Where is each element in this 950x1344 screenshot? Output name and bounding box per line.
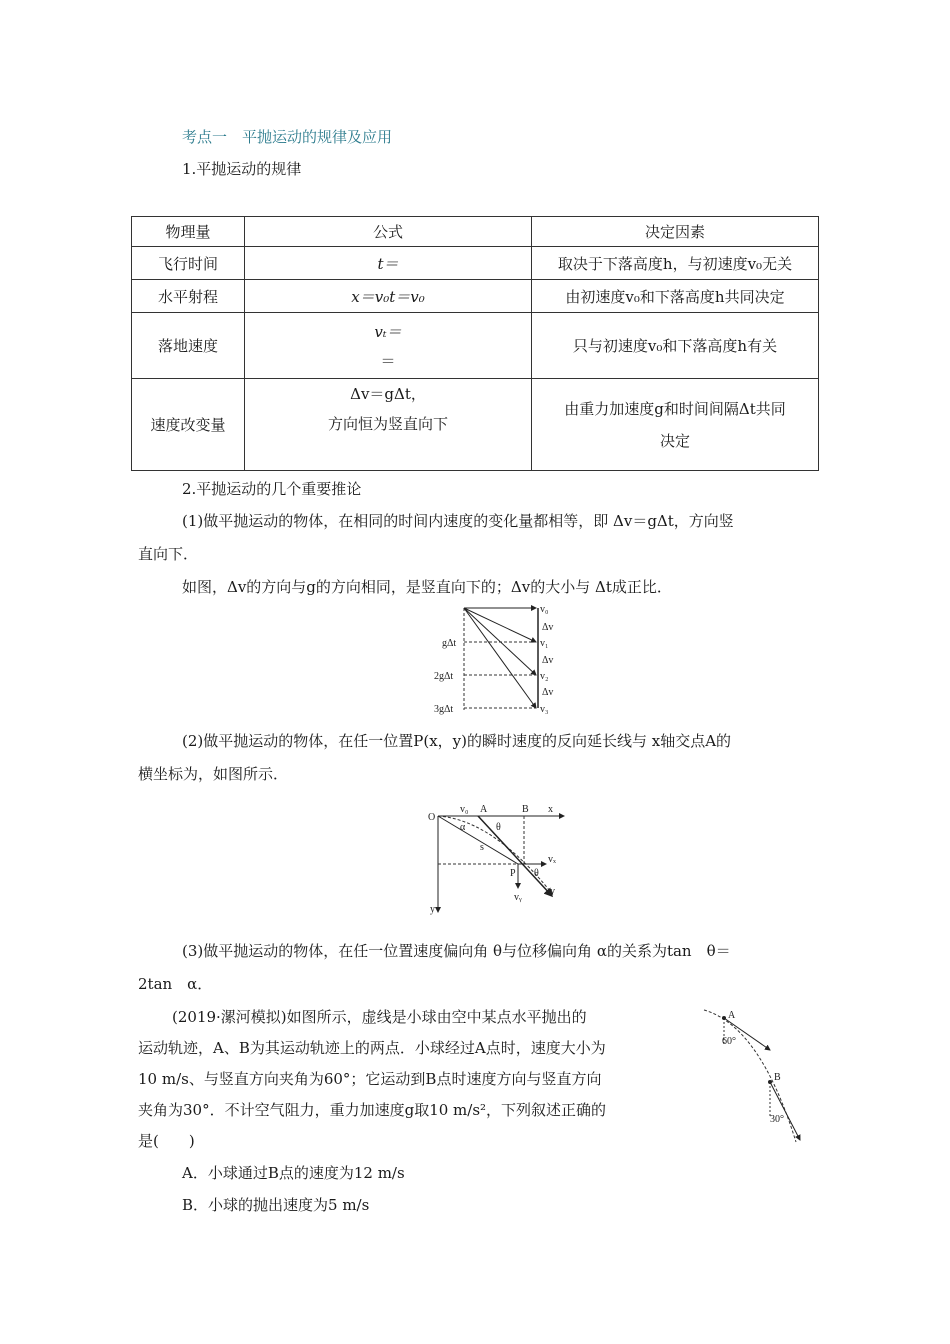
factor-line: 决定 <box>659 431 690 450</box>
table-row <box>132 280 819 313</box>
section-heading: 考点一 平抛运动的规律及应用 <box>182 128 393 146</box>
formula-cell <box>245 313 532 379</box>
para1-line1: (1)做平抛运动的物体，在相同的时间内速度的变化量都相等，即 Δv＝gΔt，方向竖 <box>182 512 734 530</box>
header-cell: 决定因素 <box>532 217 819 247</box>
para1-line3: 如图，Δv的方向与g的方向相同，是竖直向下的；Δv的大小与 Δt成正比． <box>182 578 672 596</box>
problem-line: (2019·漯河模拟)如图所示，虚线是小球由空中某点水平抛出的 <box>172 1008 587 1026</box>
v0-label: v₀ <box>540 604 549 615</box>
y-label: y <box>430 904 435 915</box>
theta-label: θ <box>496 822 501 833</box>
factor-line: 由重力加速度g和时间间隔Δt共同 <box>564 399 786 418</box>
subheading-inferences: 2.平抛运动的几个重要推论 <box>182 480 362 498</box>
point-b-label: B <box>522 804 529 815</box>
extension-figure <box>424 800 574 918</box>
point-a-label: A <box>728 1010 736 1021</box>
theta-label-p: θ <box>534 868 539 879</box>
v0-label: v₀ <box>460 804 469 815</box>
point-b-label: B <box>774 1072 781 1083</box>
header-cell: 公式 <box>245 217 532 247</box>
table-header-row <box>132 217 819 247</box>
factor-cell: 由初速度v₀和下落高度h共同决定 <box>532 280 819 313</box>
option-a: A．小球通过B点的速度为12 m/s <box>182 1164 405 1182</box>
quantity-cell: 落地速度 <box>132 313 245 379</box>
table-row <box>132 247 819 280</box>
v1-arrow <box>464 608 536 642</box>
formula-cell: x＝v₀t＝v₀ <box>245 280 532 313</box>
v3-label: v₃ <box>540 704 549 715</box>
v1-label: v₁ <box>540 638 549 649</box>
displacement-line <box>438 816 518 864</box>
vy-label: vᵧ <box>514 892 522 903</box>
para2-line1: (2)做平抛运动的物体，在任一位置P(x，y)的瞬时速度的反向延长线与 x轴交点A的 <box>182 732 732 750</box>
table-row <box>132 313 819 379</box>
vx-label: vₓ <box>548 854 556 865</box>
header-cell: 物理量 <box>132 217 245 247</box>
2gdt-label: 2gΔt <box>434 671 454 682</box>
x-label: x <box>548 804 553 815</box>
quantity-cell: 速度改变量 <box>132 379 245 471</box>
para3-line2: 2tan α． <box>138 975 213 993</box>
velocity-b-arrow <box>770 1082 800 1140</box>
quantity-cell: 水平射程 <box>132 280 245 313</box>
law-table <box>131 216 819 471</box>
point-p-label: P <box>510 868 516 879</box>
factor-cell: 只与初速度v₀和下落高度h有关 <box>532 313 819 379</box>
para3-line1: (3)做平抛运动的物体，在任一位置速度偏向角 θ与位移偏向角 α的关系为tan θ＝ <box>182 942 731 960</box>
v-label: v <box>550 886 555 897</box>
gdt-label: gΔt <box>442 638 457 649</box>
formula-line: ＝ <box>380 351 396 370</box>
velocity-change-figure <box>430 604 570 716</box>
s-label: s <box>480 842 484 853</box>
angle-30-label: 30° <box>770 1114 784 1125</box>
problem-line: 10 m/s、与竖直方向夹角为60°；它运动到B点时速度方向与竖直方向 <box>138 1070 602 1088</box>
velocity-line <box>478 816 552 896</box>
subheading-laws: 1.平抛运动的规律 <box>182 160 302 178</box>
v2-label: v₂ <box>540 671 549 682</box>
formula-line: Δv＝gΔt， <box>350 385 426 403</box>
dv-label: Δv <box>542 622 554 633</box>
dv-label: Δv <box>542 655 554 666</box>
factor-cell <box>532 379 819 471</box>
quantity-cell: 飞行时间 <box>132 247 245 280</box>
option-b: B．小球的抛出速度为5 m/s <box>182 1196 370 1214</box>
alpha-label: α <box>460 822 466 833</box>
3gdt-label: 3gΔt <box>434 704 454 715</box>
factor-cell: 取决于下落高度h，与初速度v₀无关 <box>532 247 819 280</box>
angle-60-label: 60° <box>722 1036 736 1047</box>
table-row <box>132 379 819 471</box>
para1-line2: 直向下． <box>138 545 199 563</box>
problem-line: 运动轨迹，A、B为其运动轨迹上的两点．小球经过A点时，速度大小为 <box>138 1039 606 1057</box>
para2-line2: 横坐标为，如图所示． <box>138 765 289 783</box>
problem-line: 夹角为30°．不计空气阻力，重力加速度g取10 m/s²，下列叙述正确的 <box>138 1101 607 1119</box>
formula-cell <box>245 379 532 471</box>
v3-arrow <box>464 608 536 708</box>
formula-line: 方向恒为竖直向下 <box>327 415 448 433</box>
formula-cell: t＝ <box>245 247 532 280</box>
point-a-label: A <box>480 804 488 815</box>
problem-line: 是( ) <box>138 1132 195 1150</box>
formula-line: vₜ＝ <box>374 322 402 341</box>
trajectory-figure <box>700 1006 810 1146</box>
dv-label: Δv <box>542 687 554 698</box>
origin-label: O <box>428 812 436 823</box>
